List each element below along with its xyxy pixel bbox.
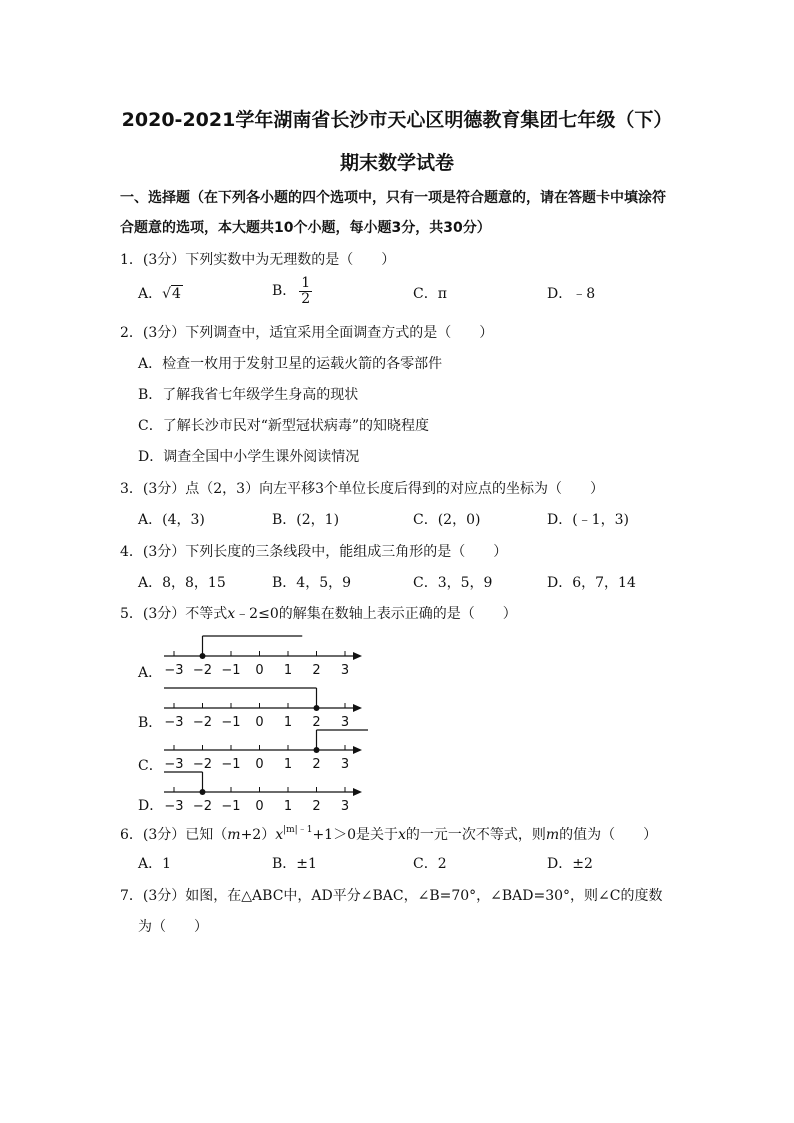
section1-heading-line1: 一、选择题（在下列各小题的四个选项中，只有一项是符合题意的，请在答题卡中填涂符 [120, 190, 666, 206]
q2-option-a: A．检查一枚用于发射卫星的运载火箭的各零部件 [138, 356, 443, 372]
q3-option-d: D．(﹣1，3) [547, 512, 629, 528]
q1-a-radicand: 4 [172, 286, 181, 302]
sqrt-symbol: √4 [162, 286, 181, 302]
solution-point [200, 789, 206, 795]
q2-option-d: D．调查全国中小学生课外阅读情况 [138, 449, 360, 465]
tick-label: 2 [312, 663, 321, 678]
q6-option-d: D．±2 [547, 856, 593, 872]
tick-label: −3 [164, 757, 184, 772]
tick-label: 3 [340, 663, 350, 678]
tick-label: 1 [283, 663, 293, 678]
section1-heading-line2: 合题意的选项，本大题共10个小题，每小题3分，共30分） [120, 220, 491, 236]
q3-option-a: A．(4，3) [138, 512, 205, 528]
tick-label: −2 [192, 663, 213, 678]
q5-stem-var: x [227, 606, 236, 622]
q1-b-numerator: 1 [301, 275, 311, 291]
tick-label: −3 [164, 799, 184, 814]
q6-var-m2: m [545, 827, 560, 843]
tick-label: 0 [255, 757, 264, 772]
q5-option-c-label: C． [138, 758, 163, 774]
q5-option-d-label: D． [138, 798, 164, 814]
q6-var-x: x [275, 827, 284, 843]
tick-label: −1 [221, 663, 241, 678]
tick-label: −1 [221, 715, 241, 730]
q7-stem-line1: 7．(3分）如图，在△ABC中，AD平分∠BAC，∠B=70°，∠BAD=30°，则∠C的度数 [120, 888, 663, 904]
tick-label: 2 [312, 715, 321, 730]
tick-label: −2 [192, 715, 213, 730]
q4-stem: 4．(3分）下列长度的三条线段中，能组成三角形的是（ ） [120, 544, 508, 560]
q2-option-c: C．了解长沙市民对“新型冠状病毒”的知晓程度 [138, 418, 430, 434]
q6-var-x2: x [397, 827, 406, 843]
q6-exponent: |m|﹣1 [283, 825, 313, 835]
q1-a-prefix: A． [138, 286, 163, 302]
q5-stem [120, 603, 517, 623]
q1-option-d: D．﹣8 [547, 286, 596, 302]
exam-title-line2: 期末数学试卷 [339, 152, 454, 174]
tick-label: −1 [221, 799, 241, 814]
q6-post: 的值为（ ） [559, 827, 658, 843]
solution-point [200, 653, 206, 659]
q5-number-line-a [160, 632, 370, 682]
q6-var-m: m [227, 827, 241, 843]
tick-label: 1 [283, 799, 293, 814]
q6-mid3: 的一元一次不等式，则 [405, 827, 546, 843]
axis-arrow-icon [353, 704, 362, 712]
axis-arrow-icon [353, 652, 362, 660]
q2-stem: 2．(3分）下列调查中，适宜采用全面调查方式的是（ ） [120, 325, 494, 341]
tick-label: 0 [255, 663, 264, 678]
tick-label: 2 [312, 757, 321, 772]
q1-option-a [138, 283, 183, 303]
tick-label: 1 [283, 757, 293, 772]
q4-option-d: D．6，7，14 [547, 575, 636, 591]
q7-stem-line2: 为（ ） [138, 919, 208, 935]
exam-title-line1: 2020-2021学年湖南省长沙市天心区明德教育集团七年级（下） [121, 109, 673, 131]
q5-option-b-label: B． [138, 715, 163, 731]
q4-option-b: B．4，5，9 [272, 575, 352, 591]
q3-stem: 3．(3分）点（2，3）向左平移3个单位长度后得到的对应点的坐标为（ ） [120, 481, 604, 497]
q6-option-a: A．1 [138, 856, 172, 872]
fraction [299, 276, 312, 306]
q3-option-b: B．(2，1) [272, 512, 340, 528]
tick-label: −2 [192, 757, 213, 772]
q1-b-denominator: 2 [301, 290, 311, 307]
q5-number-line-d [160, 768, 370, 818]
axis-arrow-icon [353, 788, 362, 796]
q1-stem: 1．(3分）下列实数中为无理数的是（ ） [120, 252, 396, 268]
tick-label: 0 [255, 799, 264, 814]
q5-stem-post: ﹣2≤0的解集在数轴上表示正确的是（ ） [235, 606, 517, 622]
tick-label: 3 [340, 757, 350, 772]
q3-option-c: C．(2，0) [413, 512, 481, 528]
q6-option-b: B．±1 [272, 856, 317, 872]
q1-option-b [272, 276, 312, 306]
tick-label: −1 [221, 757, 241, 772]
solution-point [314, 705, 320, 711]
q6-stem-pre: 6．(3分）已知（ [120, 827, 228, 843]
q5-stem-pre: 5．(3分）不等式 [120, 606, 228, 622]
q1-option-c: C．π [413, 286, 447, 302]
q1-b-prefix: B． [272, 283, 297, 300]
tick-label: −3 [164, 715, 184, 730]
tick-label: −3 [164, 663, 184, 678]
tick-label: 1 [283, 715, 293, 730]
solution-point [314, 747, 320, 753]
q6-mid2: +1＞0是关于 [312, 827, 398, 843]
q4-option-c: C．3，5，9 [413, 575, 493, 591]
q4-option-a: A．8，8，15 [138, 575, 226, 591]
q5-option-a-label: A． [138, 665, 163, 681]
tick-label: 2 [312, 799, 321, 814]
tick-label: 3 [340, 715, 350, 730]
q6-mid1: +2） [240, 827, 276, 843]
q2-option-b: B．了解我省七年级学生身高的现状 [138, 387, 359, 403]
tick-label: −2 [192, 799, 213, 814]
tick-label: 0 [255, 715, 264, 730]
q6-stem [120, 822, 657, 844]
axis-arrow-icon [353, 746, 362, 754]
tick-label: 3 [340, 799, 350, 814]
q6-option-c: C．2 [413, 856, 447, 872]
